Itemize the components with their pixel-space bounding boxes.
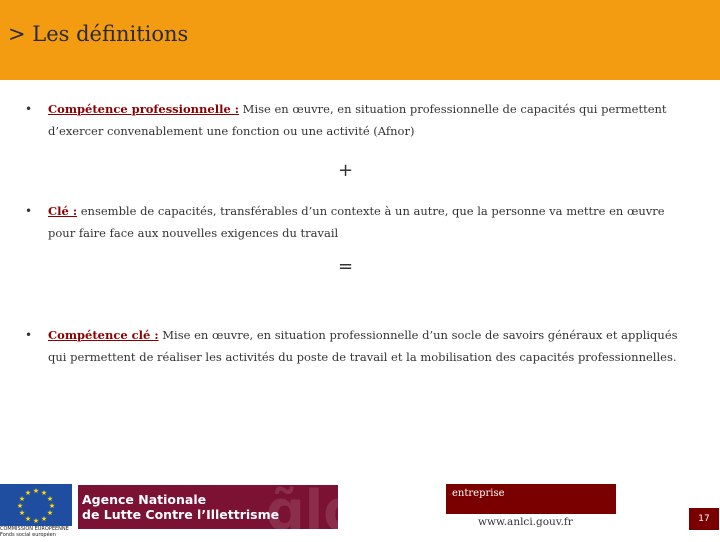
eu-flag-logo: [0, 484, 72, 526]
svg-text:★: ★: [32, 487, 40, 495]
svg-text:★: ★: [46, 495, 54, 503]
svg-text:★: ★: [24, 489, 32, 497]
anlci-line2: de Lutte Contre l’Illettrisme: [82, 507, 280, 522]
eu-caption-line2: Fonds social européen: [0, 532, 56, 538]
definition-term: Compétence professionnelle :: [48, 102, 240, 116]
definition-body: Mise en œuvre, en situation professionnelle de capacités qui permettent d’exercer convenablement une fonction ou une activité (Afnor): [48, 102, 667, 138]
anlci-line1: Agence Nationale: [82, 492, 207, 507]
eu-caption: [0, 526, 78, 538]
enterprise-label: entreprise: [452, 488, 505, 499]
definition-term: Compétence clé :: [48, 328, 159, 342]
bullet: •: [25, 204, 33, 218]
svg-text:★: ★: [18, 495, 26, 503]
svg-text:★: ★: [40, 515, 48, 523]
plus-operator: +: [338, 160, 354, 181]
page-title: > Les définitions: [8, 22, 189, 46]
eu-caption-line1: COMMISSION EUROPÉENNE: [0, 526, 69, 532]
enterprise-box: [446, 484, 616, 514]
svg-text:★: ★: [32, 517, 40, 525]
anlci-logo-mark: ɑ̃lɑ: [266, 479, 362, 542]
website-link[interactable]: www.anlci.gouv.fr: [478, 516, 573, 528]
svg-text:★: ★: [24, 515, 32, 523]
svg-text:★: ★: [40, 489, 48, 497]
svg-text:★: ★: [48, 502, 56, 510]
anlci-logo: [78, 479, 362, 542]
definition-text: [48, 98, 688, 142]
svg-text:★: ★: [46, 509, 54, 517]
page-number: 17: [689, 508, 719, 530]
definition-term: Clé :: [48, 204, 78, 218]
definition-body: Mise en œuvre, en situation professionnelle d’un socle de savoirs généraux et appliqués qui permettent de réaliser les activités du poste de travail et la mobilisation des capacités professionnelles.: [48, 328, 678, 364]
header-bar: [0, 0, 720, 80]
bullet: •: [25, 328, 33, 342]
definition-body: ensemble de capacités, transférables d’un contexte à un autre, que la personne va mettre en œuvre pour faire face aux nouvelles exigences du travail: [48, 204, 665, 240]
eu-stars-icon: [0, 484, 72, 526]
definition-text: [48, 200, 688, 244]
bullet: •: [25, 102, 33, 116]
definition-text: [48, 324, 688, 368]
svg-text:★: ★: [18, 509, 26, 517]
anlci-logo-text: [82, 492, 279, 522]
svg-text:★: ★: [16, 502, 24, 510]
equals-operator: =: [338, 256, 354, 277]
